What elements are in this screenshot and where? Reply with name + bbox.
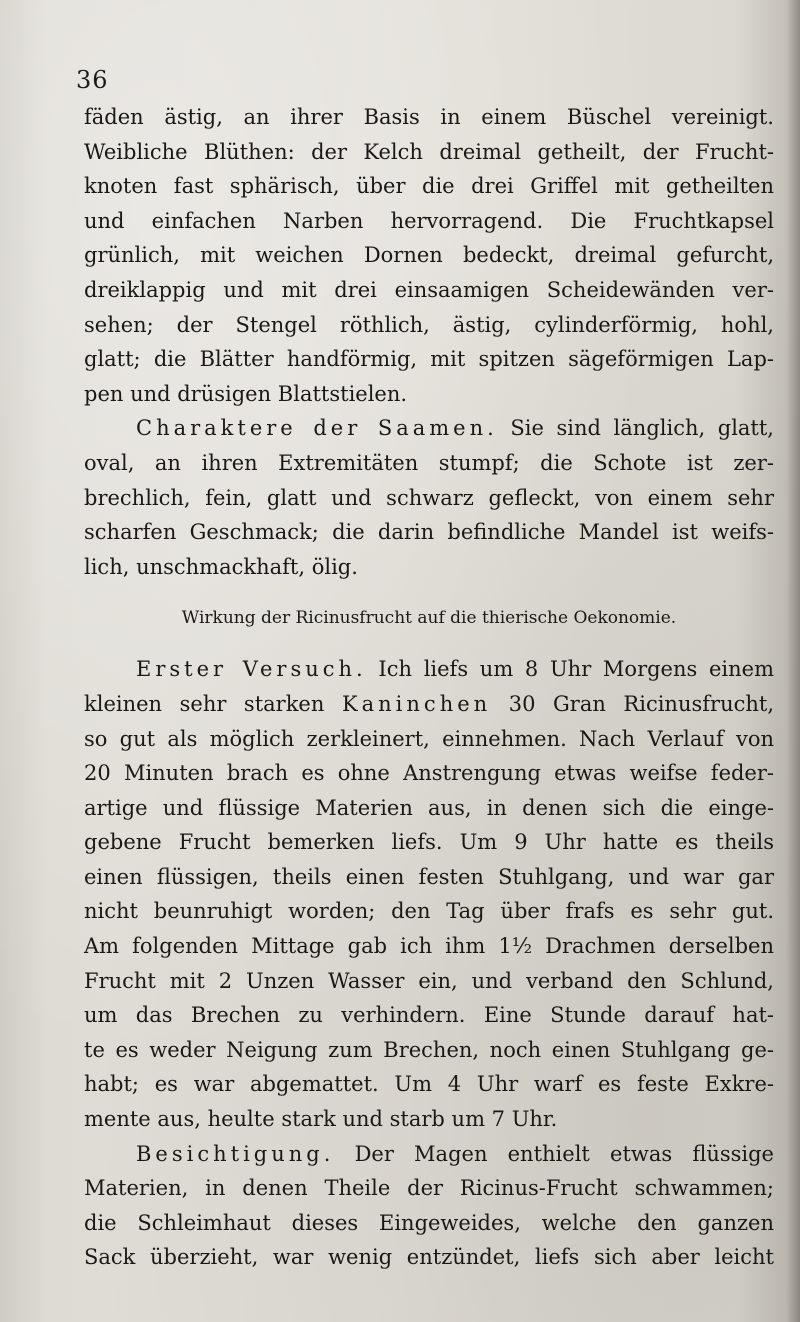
page-number: 36	[76, 66, 109, 94]
text-line: glatt; die Blätter handförmig, mit spitzen sägeförmigen Lap-	[84, 347, 774, 372]
text-run: Ich liefs um 8 Uhr Morgens einem	[378, 657, 774, 682]
text-line: so gut als möglich zerkleinert, einnehmen. Nach Verlauf von	[84, 726, 774, 751]
text-run: kleinen sehr starken	[84, 691, 325, 716]
text-line	[84, 687, 774, 722]
paragraph-first-experiment	[84, 652, 774, 1136]
text-line: knoten fast sphärisch, über die drei Griffel mit getheilten	[84, 174, 774, 199]
text-line: te es weder Neigung zum Brechen, noch einen Stuhlgang ge-	[84, 1037, 774, 1062]
text-line: nicht beunruhigt worden; den Tag über frafs es sehr gut.	[84, 899, 774, 924]
section-label: Erster Versuch.	[136, 657, 367, 682]
text-line: einen flüssigen, theils einen festen Stuhlgang, und war gar	[84, 864, 774, 889]
text-line	[84, 652, 774, 687]
text-line: 20 Minuten brach es ohne Anstrengung etwas weifse feder-	[84, 761, 774, 786]
text-line: scharfen Geschmack; die darin befindliche Mandel ist weifs-	[84, 520, 774, 545]
section-label: Besichtigung.	[136, 1141, 335, 1166]
text-run: 30 Gran Ricinusfrucht,	[508, 691, 774, 716]
emphasis-word: Kaninchen	[341, 691, 492, 716]
paragraph-seed-characters	[84, 411, 774, 584]
text-line: pen und drüsigen Blattstielen.	[84, 381, 408, 406]
text-line: lich, unschmackhaft, ölig.	[84, 554, 358, 579]
section-heading: Wirkung der Ricinusfrucht auf die thierische Oekonomie.	[181, 608, 677, 629]
paragraph-inspection	[84, 1137, 774, 1275]
text-line: dreiklappig und mit drei einsaamigen Scheidewänden ver-	[84, 277, 774, 302]
text-run: Der Magen enthielt etwas flüssige	[354, 1141, 774, 1166]
text-line	[84, 411, 774, 446]
page-body	[84, 100, 774, 1275]
text-line: fäden ästig, an ihrer Basis in einem Büschel vereinigt.	[84, 105, 774, 129]
spacer	[84, 584, 774, 598]
text-line: sehen; der Stengel röthlich, ästig, cylinderförmig, hohl,	[84, 312, 774, 337]
paragraph-flower-description	[84, 100, 774, 411]
text-line: mente aus, heulte stark und starb um 7 Uhr.	[84, 1107, 558, 1132]
text-line: Frucht mit 2 Unzen Wasser ein, und verband den Schlund,	[84, 968, 774, 993]
text-line: Sack überzieht, war wenig entzündet, liefs sich aber leicht	[84, 1245, 774, 1270]
text-line: artige und flüssige Materien aus, in denen sich die einge-	[84, 795, 774, 820]
text-line: Materien, in denen Theile der Ricinus-Frucht schwammen;	[84, 1176, 774, 1201]
text-line: Am folgenden Mittage gab ich ihm 1½ Drachmen derselben	[84, 934, 774, 959]
section-label: Charaktere der Saamen.	[136, 416, 498, 441]
page-edge-shadow	[786, 0, 800, 1322]
text-line: um das Brechen zu verhindern. Eine Stunde darauf hat-	[84, 1003, 774, 1028]
text-line: brechlich, fein, glatt und schwarz gefleckt, von einem sehr	[84, 485, 774, 510]
text-line: gebene Frucht bemerken liefs. Um 9 Uhr hatte es theils	[84, 830, 774, 855]
text-line: Weibliche Blüthen: der Kelch dreimal getheilt, der Frucht-	[84, 139, 774, 164]
text-line: habt; es war abgemattet. Um 4 Uhr warf es feste Exkre-	[84, 1072, 774, 1097]
text-run: Sie sind länglich, glatt,	[510, 416, 774, 441]
text-line: die Schleimhaut dieses Eingeweides, welche den ganzen	[84, 1210, 774, 1235]
text-line	[84, 1137, 774, 1172]
text-line: oval, an ihren Extremitäten stumpf; die Schote ist zer-	[84, 450, 774, 475]
spacer	[84, 638, 774, 652]
text-line: und einfachen Narben hervorragend. Die Fruchtkapsel	[84, 208, 774, 233]
text-line: grünlich, mit weichen Dornen bedeckt, dreimal gefurcht,	[84, 243, 774, 268]
